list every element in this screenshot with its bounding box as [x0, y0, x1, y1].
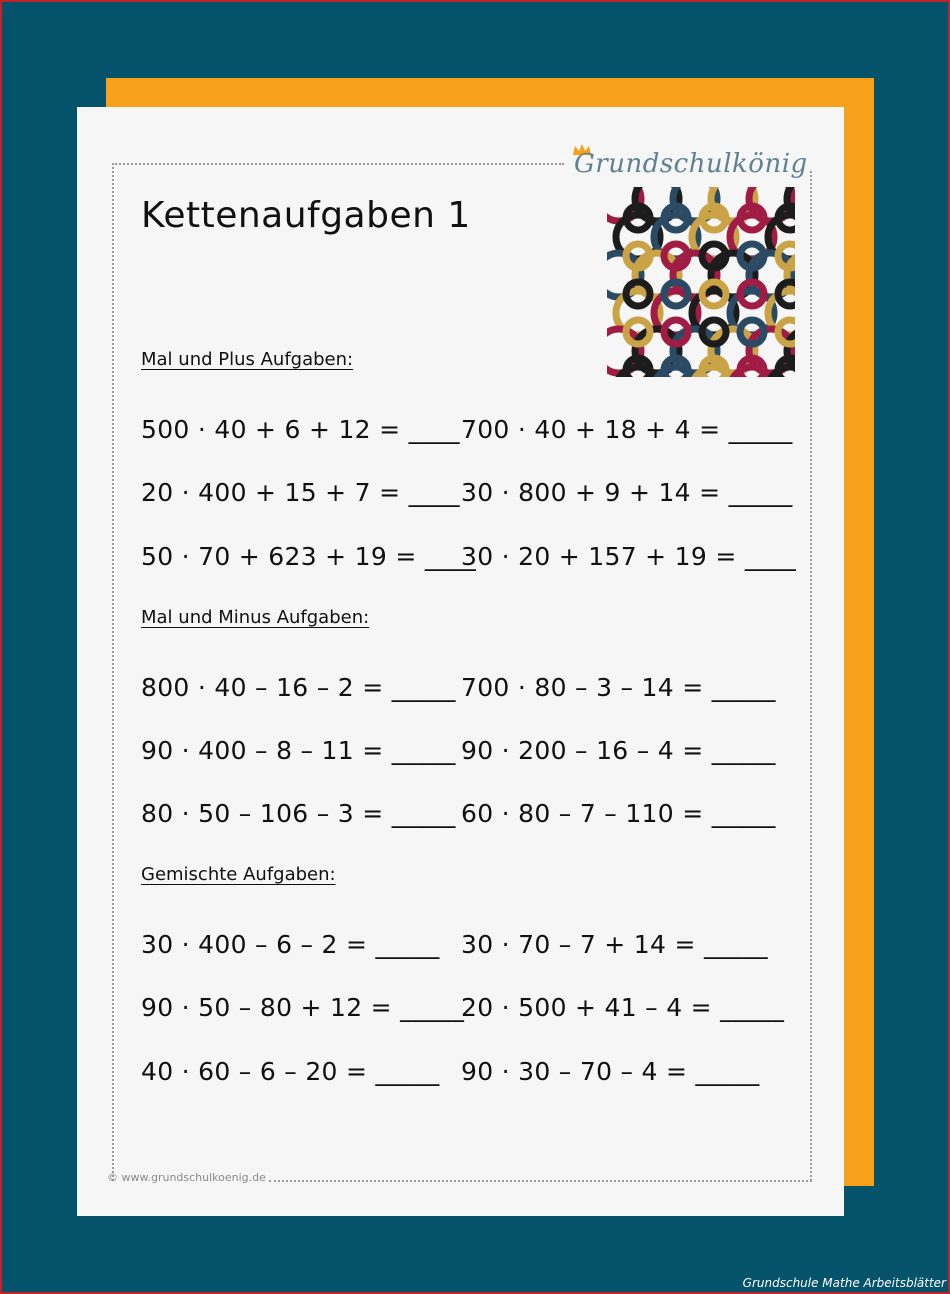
problem: 30 · 70 – 7 + 14 = _____ — [461, 930, 768, 959]
problem: 30 · 20 + 157 + 19 = ____ — [461, 542, 797, 571]
problem: 20 · 400 + 15 + 7 = ____ — [141, 478, 460, 507]
problem: 30 · 800 + 9 + 14 = _____ — [461, 478, 793, 507]
section-heading-multiply-plus: Mal und Plus Aufgaben: — [141, 349, 354, 370]
problem: 500 · 40 + 6 + 12 = ____ — [141, 415, 460, 444]
dotted-border-bottom — [269, 1180, 812, 1182]
brand-logo — [572, 143, 822, 183]
dotted-border-right — [810, 171, 812, 1181]
problem: 50 · 70 + 623 + 19 = ____ — [141, 542, 477, 571]
problem: 40 · 60 – 6 – 20 = _____ — [141, 1057, 440, 1086]
problem: 90 · 400 – 8 – 11 = _____ — [141, 736, 456, 765]
dotted-border-left — [112, 163, 114, 1181]
watermark: Grundschule Mathe Arbeitsblätter — [742, 1276, 946, 1290]
worksheet-paper — [77, 107, 844, 1216]
problem: 700 · 80 – 3 – 14 = _____ — [461, 673, 776, 702]
section-heading-multiply-minus: Mal und Minus Aufgaben: — [141, 607, 370, 628]
problem: 800 · 40 – 16 – 2 = _____ — [141, 673, 456, 702]
problem: 20 · 500 + 41 – 4 = _____ — [461, 993, 785, 1022]
logo-text: Grundschulkönig — [574, 149, 808, 179]
problem: 80 · 50 – 106 – 3 = _____ — [141, 799, 456, 828]
footer-copyright: © www.grundschulkoenig.de — [107, 1171, 266, 1184]
problem: 90 · 50 – 80 + 12 = _____ — [141, 993, 465, 1022]
problem: 90 · 30 – 70 – 4 = _____ — [461, 1057, 760, 1086]
section-heading-mixed: Gemischte Aufgaben: — [141, 864, 336, 885]
dotted-border-top — [112, 163, 564, 165]
problem: 700 · 40 + 18 + 4 = _____ — [461, 415, 793, 444]
worksheet-title: Kettenaufgaben 1 — [141, 195, 471, 236]
problem: 30 · 400 – 6 – 2 = _____ — [141, 930, 440, 959]
problem: 60 · 80 – 7 – 110 = _____ — [461, 799, 776, 828]
celtic-knot-pattern — [607, 187, 795, 377]
problem: 90 · 200 – 16 – 4 = _____ — [461, 736, 776, 765]
